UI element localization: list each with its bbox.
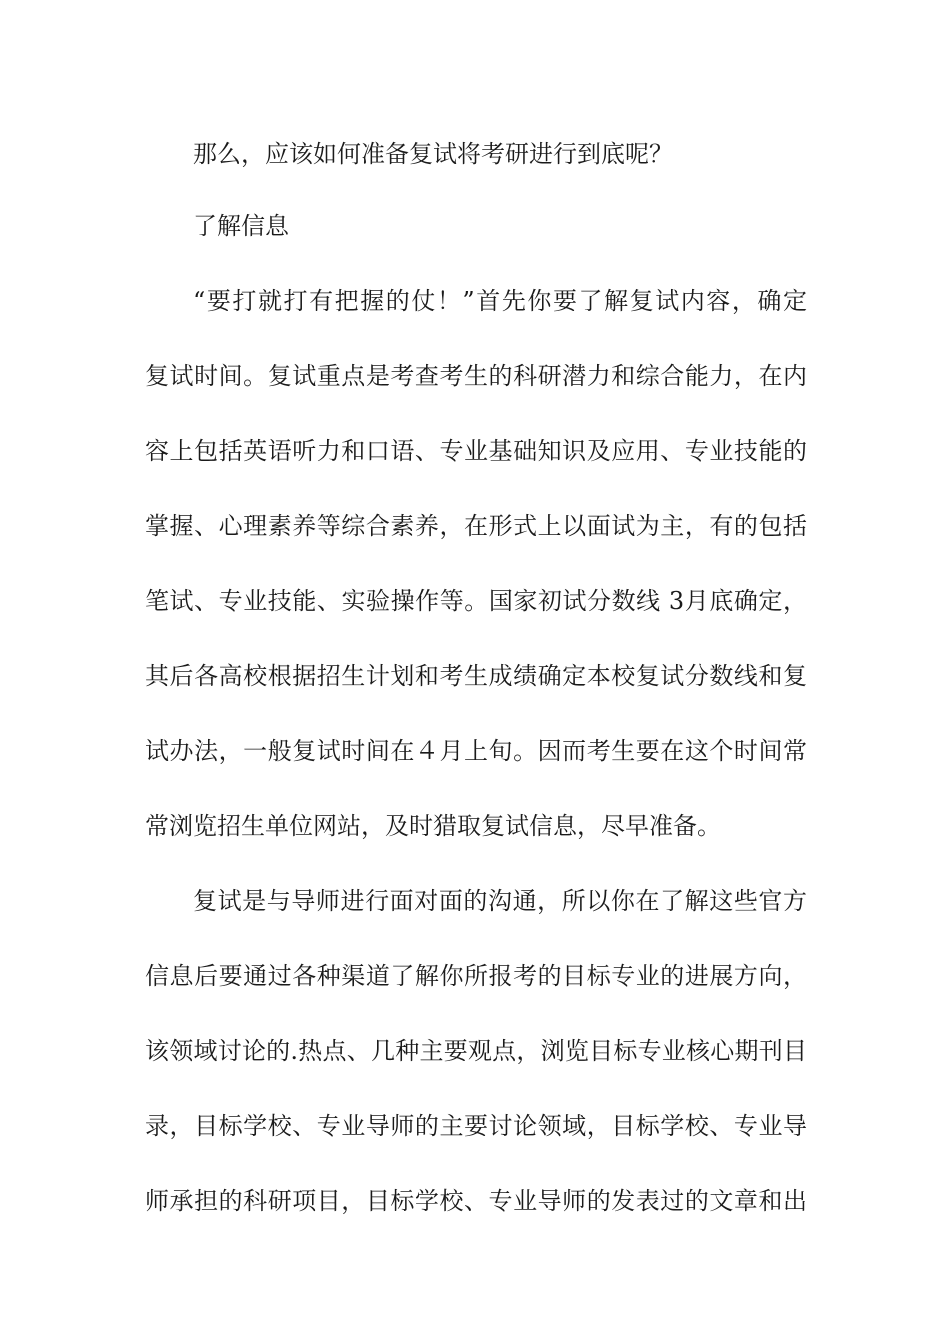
- paragraph-line: 师承担的科研项目，目标学校、专业导师的发表过的文章和出: [145, 1187, 807, 1215]
- paragraph-line: 试办法，一般复试时间在４月上旬。因而考生要在这个时间常: [145, 737, 807, 765]
- paragraph-line: 容上包括英语听力和口语、专业基础知识及应用、专业技能的: [145, 437, 807, 465]
- paragraph-line: 笔试、专业技能、实验操作等。国家初试分数线 3月底确定，: [145, 587, 807, 615]
- paragraph-line: 复试是与导师进行面对面的沟通，所以你在了解这些官方: [193, 887, 807, 915]
- question-line: 那么，应该如何准备复试将考研进行到底呢？: [193, 140, 673, 168]
- paragraph-line: 该领域讨论的.热点、几种主要观点，浏览目标专业核心期刊目: [145, 1037, 807, 1065]
- section-heading: 了解信息: [193, 212, 289, 240]
- paragraph-line: 常浏览招生单位网站，及时猎取复试信息，尽早准备。: [145, 812, 721, 840]
- paragraph-line: 录，目标学校、专业导师的主要讨论领域，目标学校、专业导: [145, 1112, 807, 1140]
- paragraph-line: “要打就打有把握的仗！”首先你要了解复试内容，确定: [193, 287, 807, 315]
- paragraph-line: 其后各高校根据招生计划和考生成绩确定本校复试分数线和复: [145, 662, 807, 690]
- paragraph-line: 信息后要通过各种渠道了解你所报考的目标专业的进展方向，: [145, 962, 807, 990]
- paragraph-line: 掌握、心理素养等综合素养，在形式上以面试为主，有的包括: [145, 512, 807, 540]
- paragraph-line: 复试时间。复试重点是考查考生的科研潜力和综合能力，在内: [145, 362, 807, 390]
